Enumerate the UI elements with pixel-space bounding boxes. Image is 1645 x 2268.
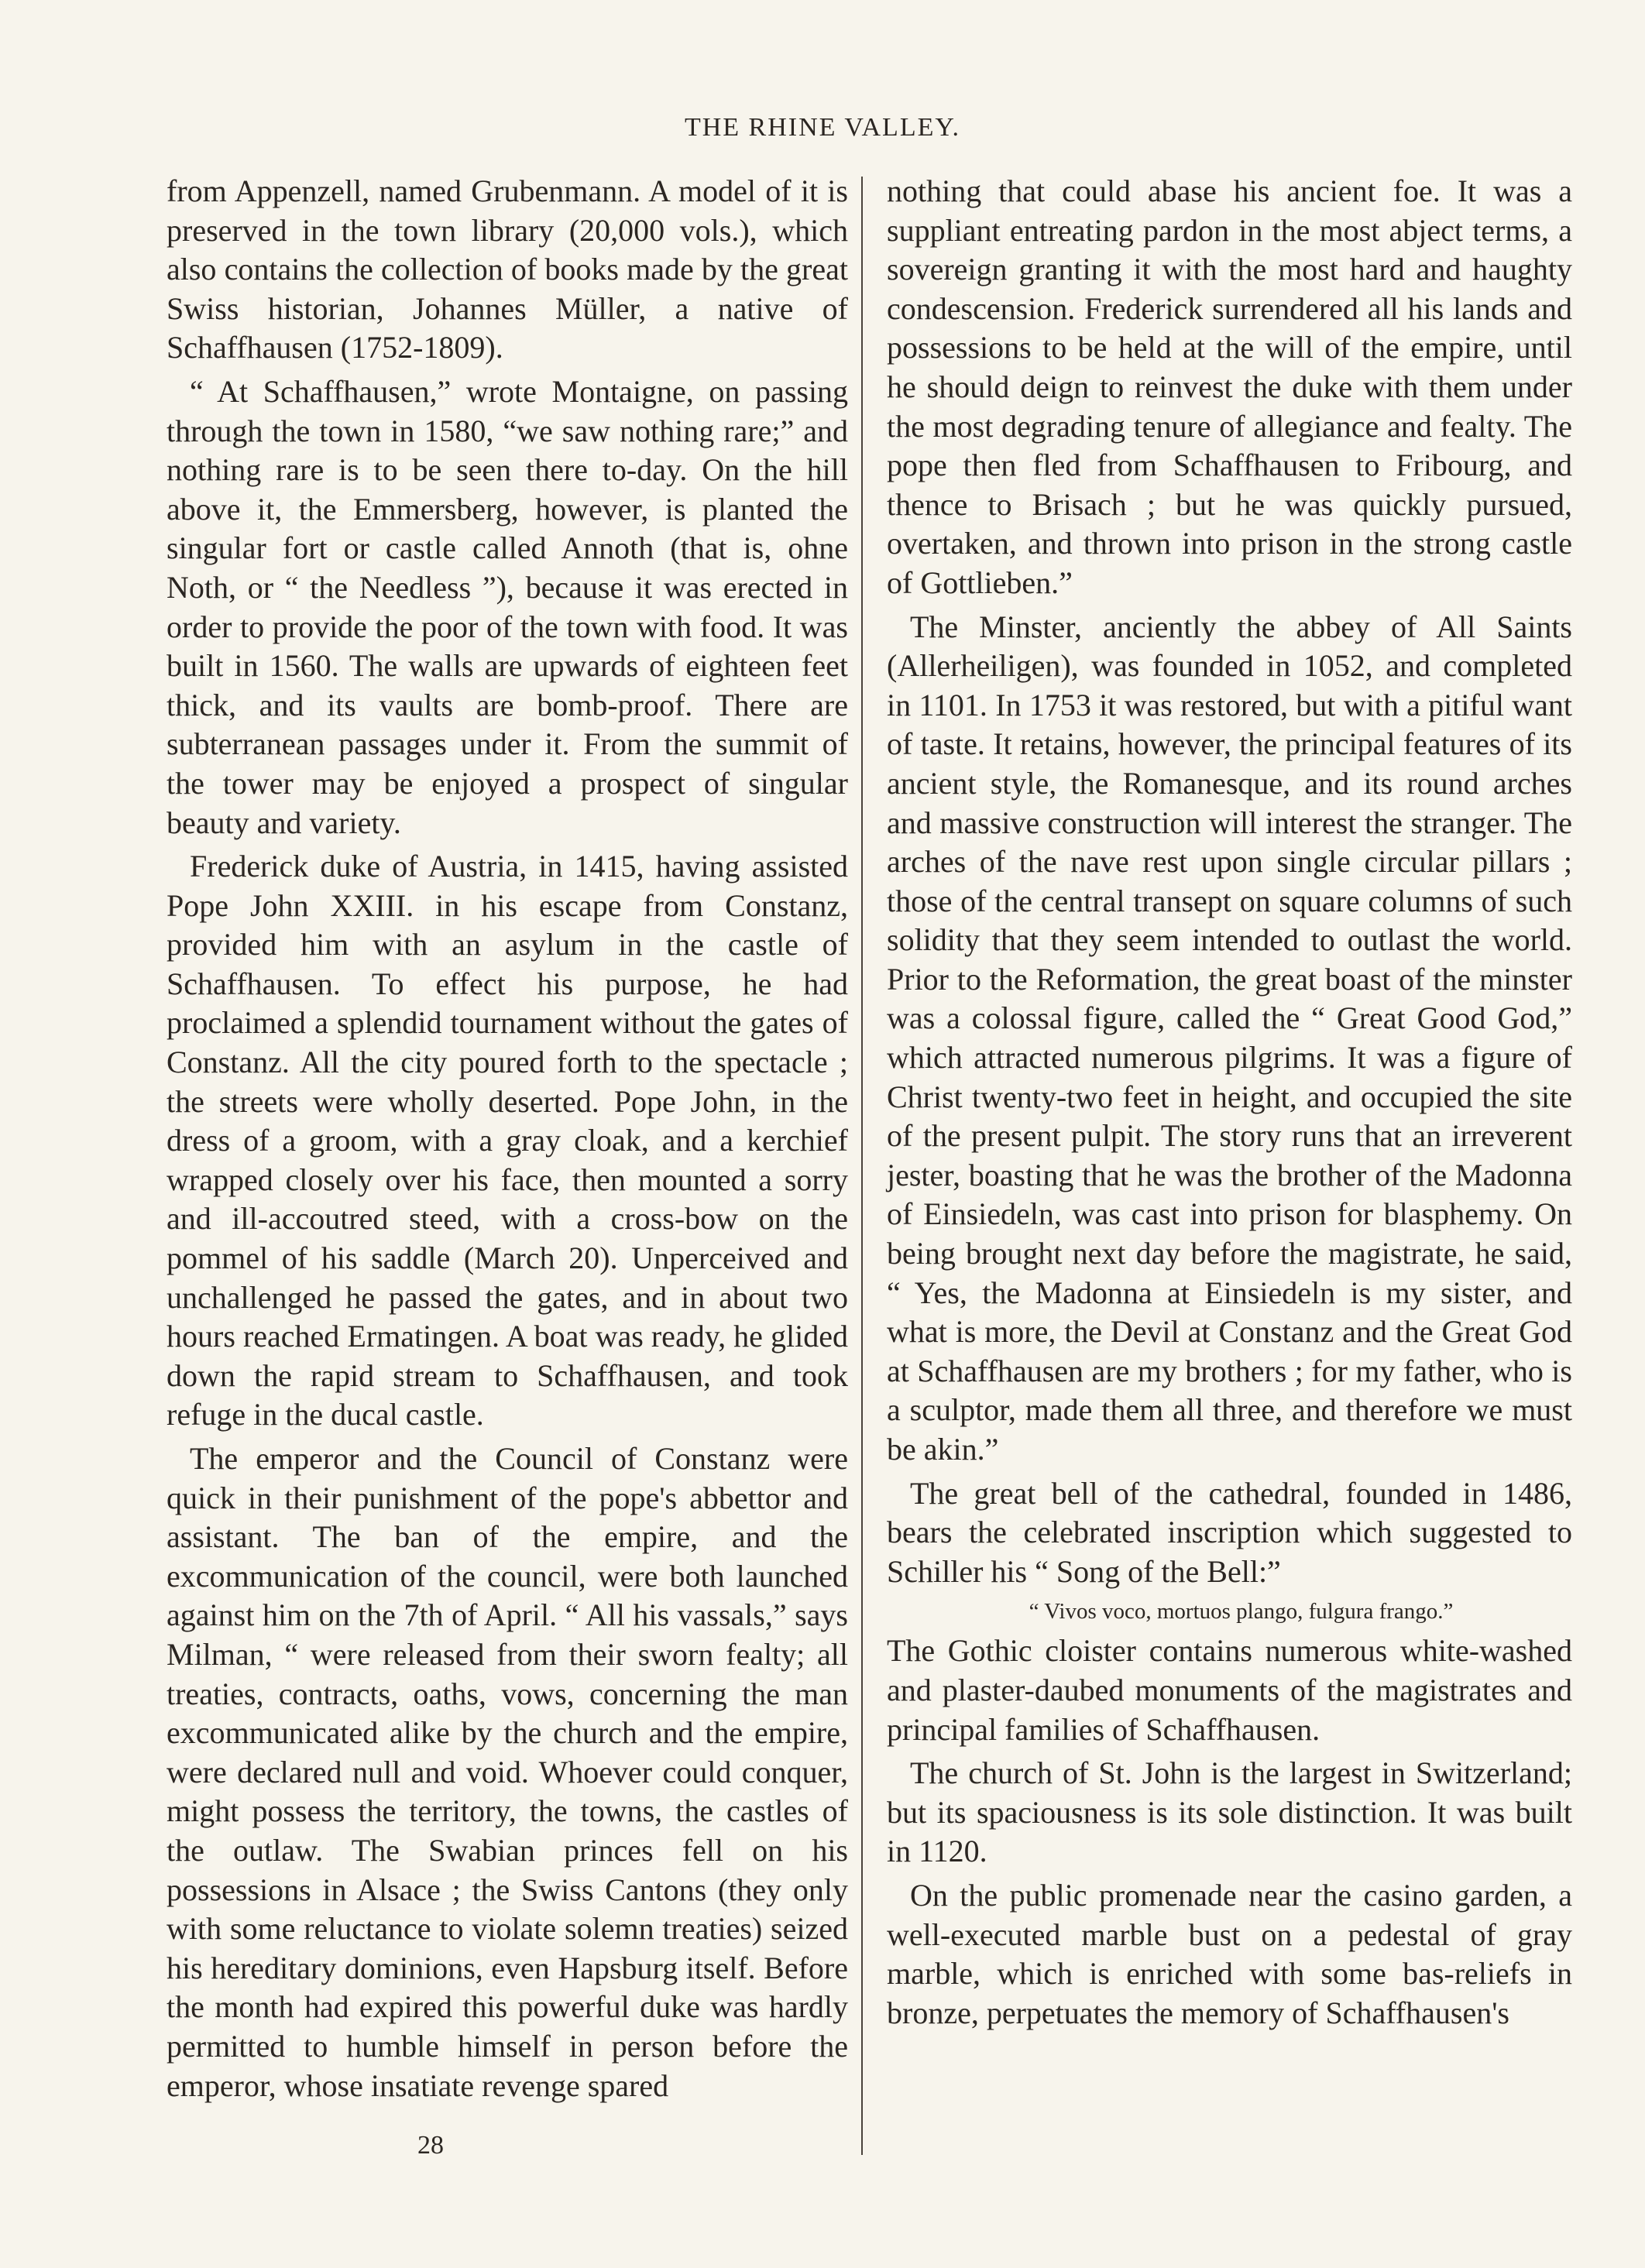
left-paragraph-4: The emperor and the Council of Constanz were quick in their punishment of the pope's abbettor and assistant. The ban of the empire, and the excommunication of the council, were both launched against him on the 7th of April. “ All his vassals,” says Milman, “ were released from their sworn fealty; all treaties, contracts, oaths, vows, concerning the man excommunicated alike by the church and the empire, were declared null and void. Whoever could conquer, might possess the territory, the towns, the castles of the outlaw. The Swabian princes fell on his possessions in Alsace ; the Swiss Cantons (they only with some reluctance to violate solemn treaties) seized his hereditary dominions, even Hapsburg itself. Before the month had expired this powerful duke was hardly permitted to humble himself in person before the emperor, whose insatiate revenge spared (167, 1441, 848, 2103)
right-paragraph-5: The church of St. John is the largest in Switzerland; but its spaciousness is its sole distinction. It was built in 1120. (887, 1755, 1572, 1869)
right-paragraph-4: The Gothic cloister contains numerous white-washed and plaster-daubed monuments of the magistrates and principal families of Schaffhausen. (887, 1633, 1572, 1747)
left-paragraph-1: from Appenzell, named Grubenmann. A model of it is preserved in the town library (20,000 vols.), which also contains the collection of books made by the great Swiss historian, Johannes Müller, a native of Schaffhausen (1752-1809). (167, 173, 848, 365)
running-head: THE RHINE VALLEY. (684, 113, 961, 142)
right-column (887, 172, 1572, 2033)
left-paragraph-2: “ At Schaffhausen,” wrote Montaigne, on passing through the town in 1580, “we saw nothing rare;” and nothing rare is to be seen there to-day. On the hill above it, the Emmersberg, however, is planted the singular fort or castle called Annoth (that is, ohne Noth, or “ the Needless ”), because it was erected in order to provide the poor of the town with food. It was built in 1560. The walls are upwards of eighteen feet thick, and its vaults are bomb-proof. There are subterranean passages under it. From the summit of the tower may be enjoyed a prospect of singular beauty and variety. (167, 373, 848, 840)
page-number: 28 (417, 2131, 444, 2160)
right-paragraph-3: The great bell of the cathedral, founded in 1486, bears the celebrated inscription which suggested to Schiller his “ Song of the Bell:” (887, 1475, 1572, 1589)
bell-inscription-quote: “ Vivos voco, mortuos plango, fulgura frango.” (1029, 1599, 1454, 1625)
right-paragraph-2: The Minster, anciently the abbey of All Saints (Allerheiligen), was founded in 1052, and completed in 1101. In 1753 it was restored, but with a pitiful want of taste. It retains, however, the principal features of its ancient style, the Romanesque, and its round arches and massive construction will interest the stranger. The arches of the nave rest upon single circular pillars ; those of the central transept on square columns of such solidity that they seem intended to outlast the world. Prior to the Reformation, the great boast of the minster was a colossal figure, called the “ Great Good God,” which attracted numerous pilgrims. It was a figure of Christ twenty-two feet in height, and occupied the site of the present pulpit. The story runs that an irreverent jester, boasting that he was the brother of the Madonna of Einsiedeln, was cast into prison for blasphemy. On being brought next day before the magistrate, he said, “ Yes, the Madonna at Einsiedeln is my sister, and what is more, the Devil at Constanz and the Great God at Schaffhausen are my brothers ; for my father, who is a sculptor, made them all three, and therefore we must be akin.” (887, 609, 1572, 1467)
column-divider (861, 177, 863, 2155)
left-column (167, 172, 848, 2105)
right-paragraph-6: On the public promenade near the casino garden, a well-executed marble bust on a pedestal of gray marble, which is enriched with some bas-reliefs in bronze, perpetuates the memory of Schaffhausen's (887, 1877, 1572, 2030)
right-paragraph-1: nothing that could abase his ancient foe. It was a suppliant entreating pardon in the most abject terms, a sovereign granting it with the most hard and haughty condescension. Frederick surrendered all his lands and possessions to be held at the will of the empire, until he should deign to reinvest the duke with them under the most degrading tenure of allegiance and fealty. The pope then fled from Schaffhausen to Fribourg, and thence to Brisach ; but he was quickly pursued, overtaken, and thrown into prison in the strong castle of Gottlieben.” (887, 173, 1572, 600)
left-paragraph-3: Frederick duke of Austria, in 1415, having assisted Pope John XXIII. in his escape from Constanz, provided him with an asylum in the castle of Schaffhausen. To effect his purpose, he had proclaimed a splendid tournament without the gates of Constanz. All the city poured forth to the spectacle ; the streets were wholly deserted. Pope John, in the dress of a groom, with a gray cloak, and a kerchief wrapped closely over his face, then mounted a sorry and ill-accoutred steed, with a cross-bow on the pommel of his saddle (March 20). Unperceived and unchallenged he passed the gates, and in about two hours reached Ermatingen. A boat was ready, he glided down the rapid stream to Schaffhausen, and took refuge in the ducal castle. (167, 849, 848, 1433)
